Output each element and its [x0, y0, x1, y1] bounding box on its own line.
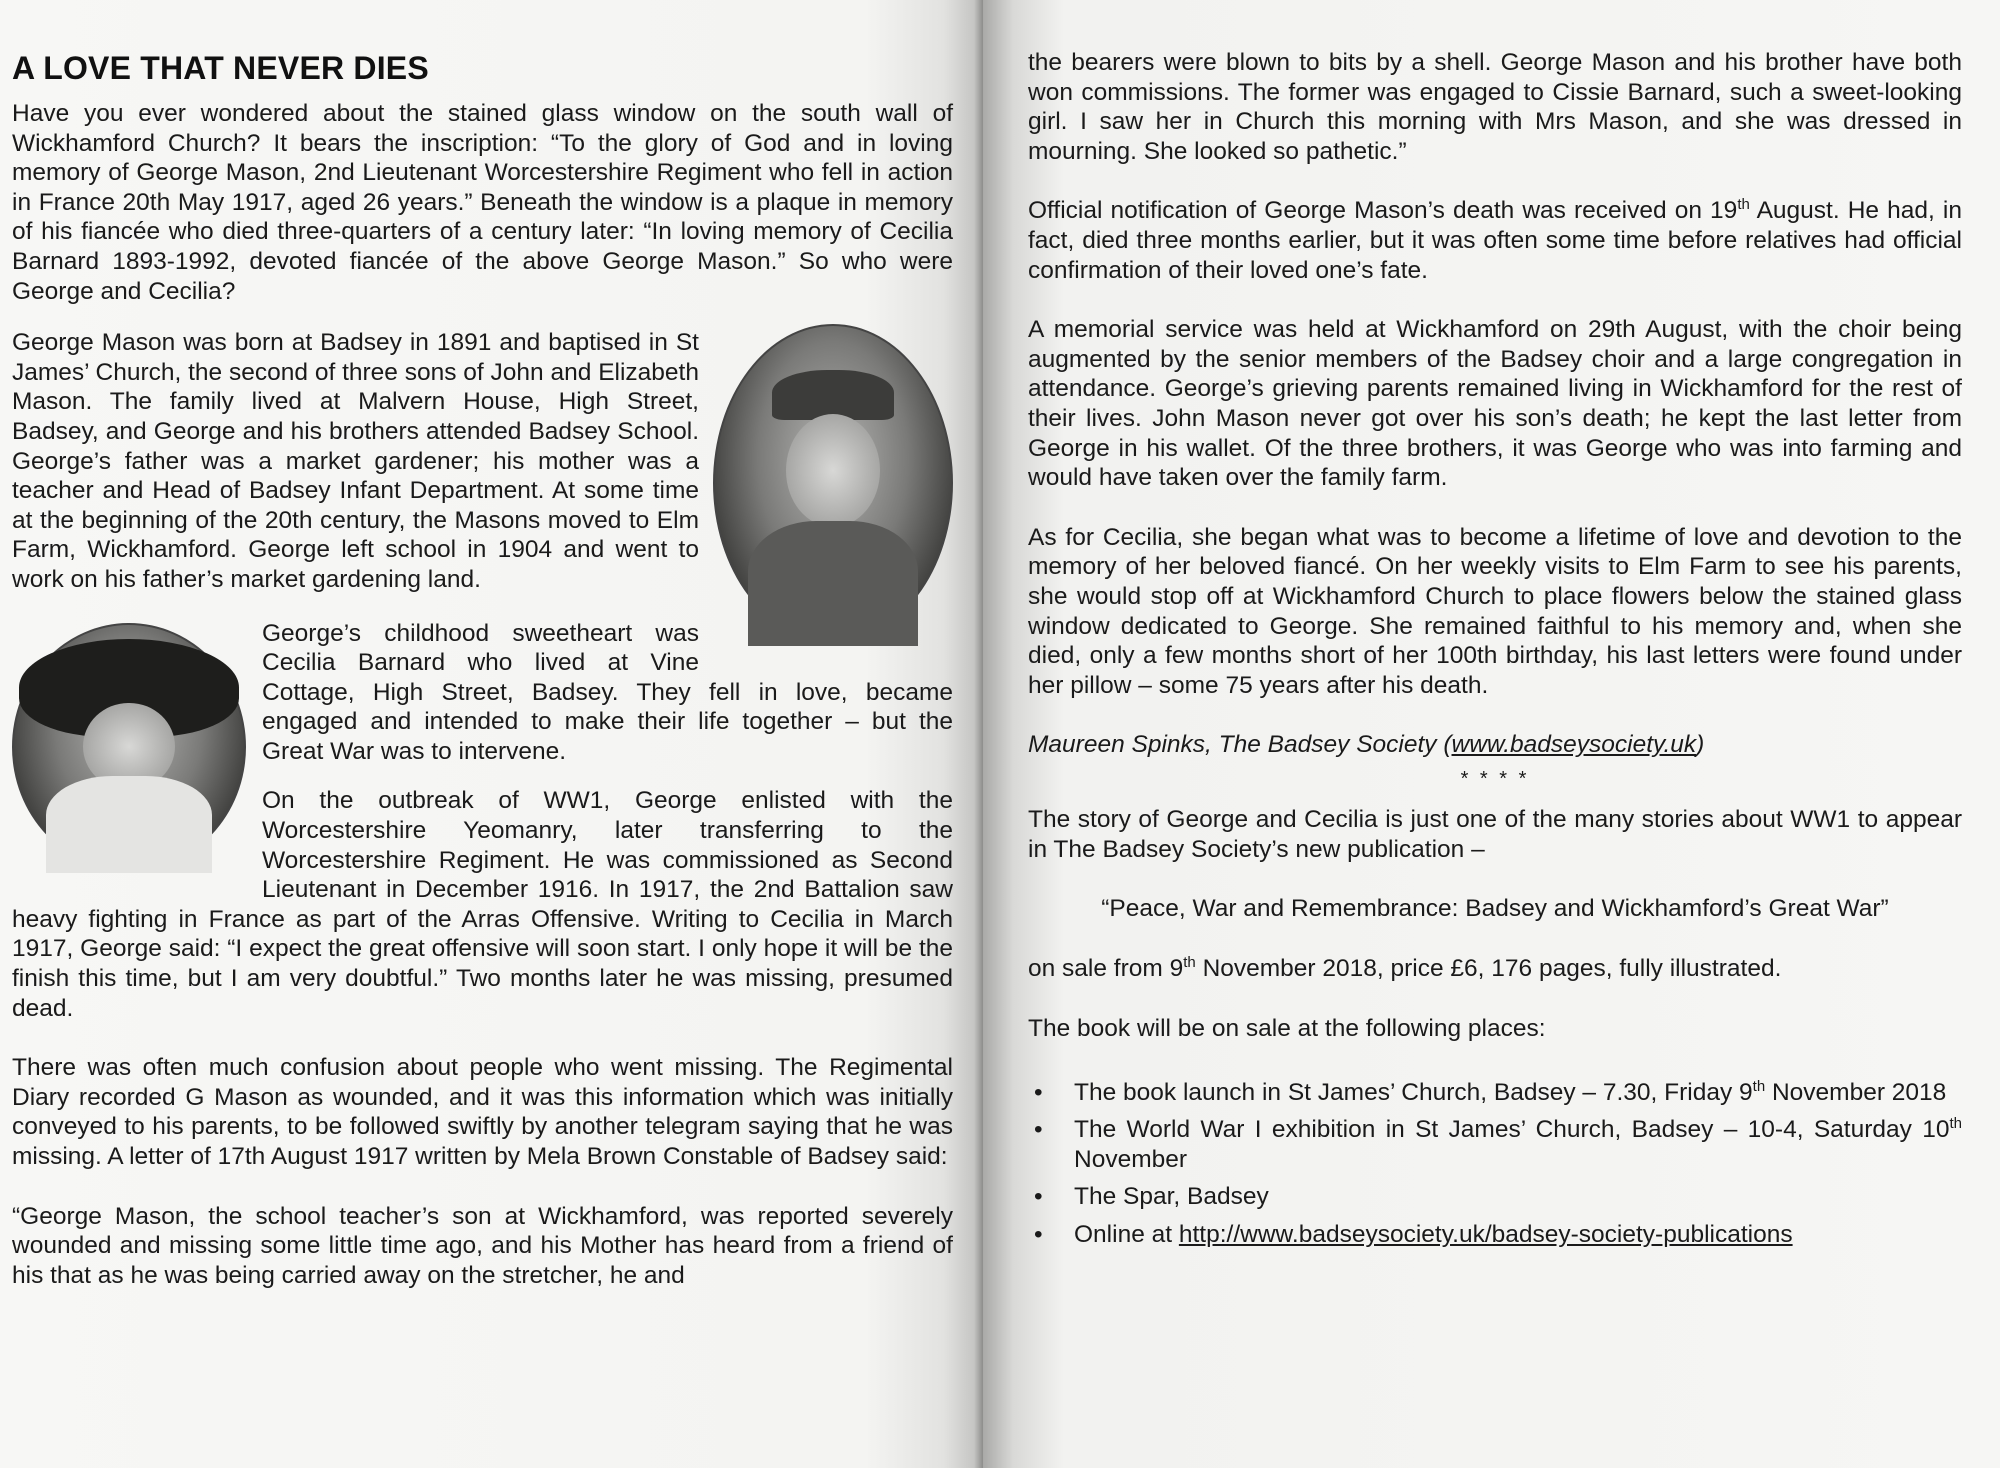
- portrait-blouse: [46, 776, 212, 874]
- letter-quote-paragraph: “George Mason, the school teacher’s son at Wickhamford, was reported severely wounded and missing some little time ago, and his Mother has heard from a friend of his that as he was being carried away on the stretcher, he and: [12, 1202, 953, 1289]
- officer-cap: [772, 370, 895, 420]
- list-item: • The book launch in St James’ Church, Badsey – 7.30, Friday 9th November 2018: [1034, 1077, 1947, 1106]
- author-attribution: Maureen Spinks, The Badsey Society (www.badseysociety.uk): [1028, 731, 1705, 759]
- bullet-icon: •: [1034, 1078, 1043, 1106]
- cecilia-devotion-paragraph: As for Cecilia, she began what was to become a lifetime of love and devotion to the memory of her beloved fiancé. On her weekly visits to Elm Farm to see his parents, she would stop off at Wickhamford Church to place flowers below the stained glass window dedicated to George. She remained faithful to his memory and, when she died, only a few months short of her 100th birthday, his last letters were found under her pillow – some 75 years after his death.: [1028, 523, 1962, 699]
- places-intro: The book will be on sale at the following places:: [1028, 1015, 1546, 1043]
- portrait-face: [786, 414, 880, 527]
- publications-link[interactable]: http://www.badseysociety.uk/badsey-society-publications: [1178, 1221, 1793, 1249]
- portrait-uniform: [748, 521, 918, 647]
- sale-places-list: [1028, 1078, 1962, 1250]
- bullet-icon: •: [1034, 1116, 1043, 1144]
- george-biography-paragraph: George Mason was born at Badsey in 1891 and baptised in St James’ Church, the second of three sons of John and Elizabeth Mason. The family lived at Malvern House, High Street, Badsey, and George and his brothers attended Badsey School. George’s father was a market gardener; his mother was a teacher and Head of Badsey Infant Department. At some time at the beginning of the 20th century, the Masons moved to Elm Farm, Wickhamford. George left school in 1904 and went to work on his father’s market gardening land.: [12, 329, 699, 593]
- society-website-link[interactable]: www.badseysociety.uk: [1451, 731, 1697, 759]
- section-separator: * * * *: [1460, 768, 1530, 791]
- book-title: “Peace, War and Remembrance: Badsey and Wickhamford’s Great War”: [1101, 895, 1889, 923]
- memorial-service-paragraph: A memorial service was held at Wickhamford on 29th August, with the choir being augmented by the senior members of the Badsey choir and a large congregation in attendance. George’s grieving parents remained living in Wickhamford for the rest of their lives. John Mason never got over his son’s death; he kept the last letter from George in his wallet. Of the three brothers, it was George who was into farming and would have taken over the family farm.: [1028, 316, 1962, 492]
- letter-quote-continued: the bearers were blown to bits by a shell. George Mason and his brother have both won commissions. The former was engaged to Cissie Barnard, such a sweet-looking girl. I saw her in Church this morning with Mrs Mason, and she was dressed in mourning. She looked so pathetic.”: [1028, 49, 1962, 165]
- sweetheart-paragraph: George’s childhood sweetheart was Cecilia Barnard who lived at Vine Cottage, High Street, Badsey. They fell in love, became engaged and intended to make their life together – but the Great War was to intervene.: [262, 619, 953, 765]
- notification-paragraph: Official notification of George Mason’s death was received on 19th August. He had, in fact, died three months earlier, but it was often some time before relatives had official confirmation of their loved one’s fate.: [1028, 196, 1962, 284]
- cecilia-barnard-portrait: [12, 623, 246, 871]
- sale-details: on sale from 9th November 2018, price £6, 176 pages, fully illustrated.: [1028, 954, 1782, 983]
- list-item: • The World War I exhibition in St James’ Church, Badsey – 10-4, Saturday 10th November: [1034, 1115, 1962, 1173]
- bullet-icon: •: [1034, 1221, 1043, 1249]
- intro-paragraph: Have you ever wondered about the stained glass window on the south wall of Wickhamford Church? It bears the inscription: “To the glory of God and in loving memory of George Mason, 2nd Lieutenant Worcestershire Regiment who fell in action in France 20th May 1917, aged 26 years.” Beneath the window is a plaque in memory of his fiancée who died three-quarters of a century later: “In loving memory of Cecilia Barnard 1893-1992, devoted fiancée of the above George Mason.” So who were George and Cecilia?: [12, 100, 953, 305]
- george-mason-portrait: [713, 324, 953, 642]
- list-item: • Online at http://www.badseysociety.uk/badsey-society-publications: [1034, 1221, 1793, 1249]
- article-title: A LOVE THAT NEVER DIES: [12, 50, 429, 86]
- confusion-paragraph: There was often much confusion about people who went missing. The Regimental Diary recorded G Mason as wounded, and it was this information which was initially conveyed to his parents, to be followed swiftly by another telegram saying that he was missing. A letter of 17th August 1917 written by Mela Brown Constable of Badsey said:: [12, 1054, 953, 1170]
- outbreak-paragraph: On the outbreak of WW1, George enlisted with the Worcestershire Yeomanry, later transferring to the Worcestershire Regiment. He was commissioned as Second Lieutenant in December 1916. In 1917, the 2nd Battalion saw heavy fighting in France as part of the Arras Offensive. Writing to Cecilia in March 1917, George said: “I expect the great offensive will soon start. I only hope it will be the finish this time, but I am very doubtful.” Two months later he was missing, presumed dead.: [12, 787, 953, 1022]
- left-page: [0, 0, 983, 1468]
- publication-intro-paragraph: The story of George and Cecilia is just one of the many stories about WW1 to appear in The Badsey Society’s new publication –: [1028, 806, 1962, 863]
- list-item: • The Spar, Badsey: [1034, 1183, 1269, 1211]
- bullet-icon: •: [1034, 1183, 1043, 1211]
- right-page: [983, 0, 2000, 1468]
